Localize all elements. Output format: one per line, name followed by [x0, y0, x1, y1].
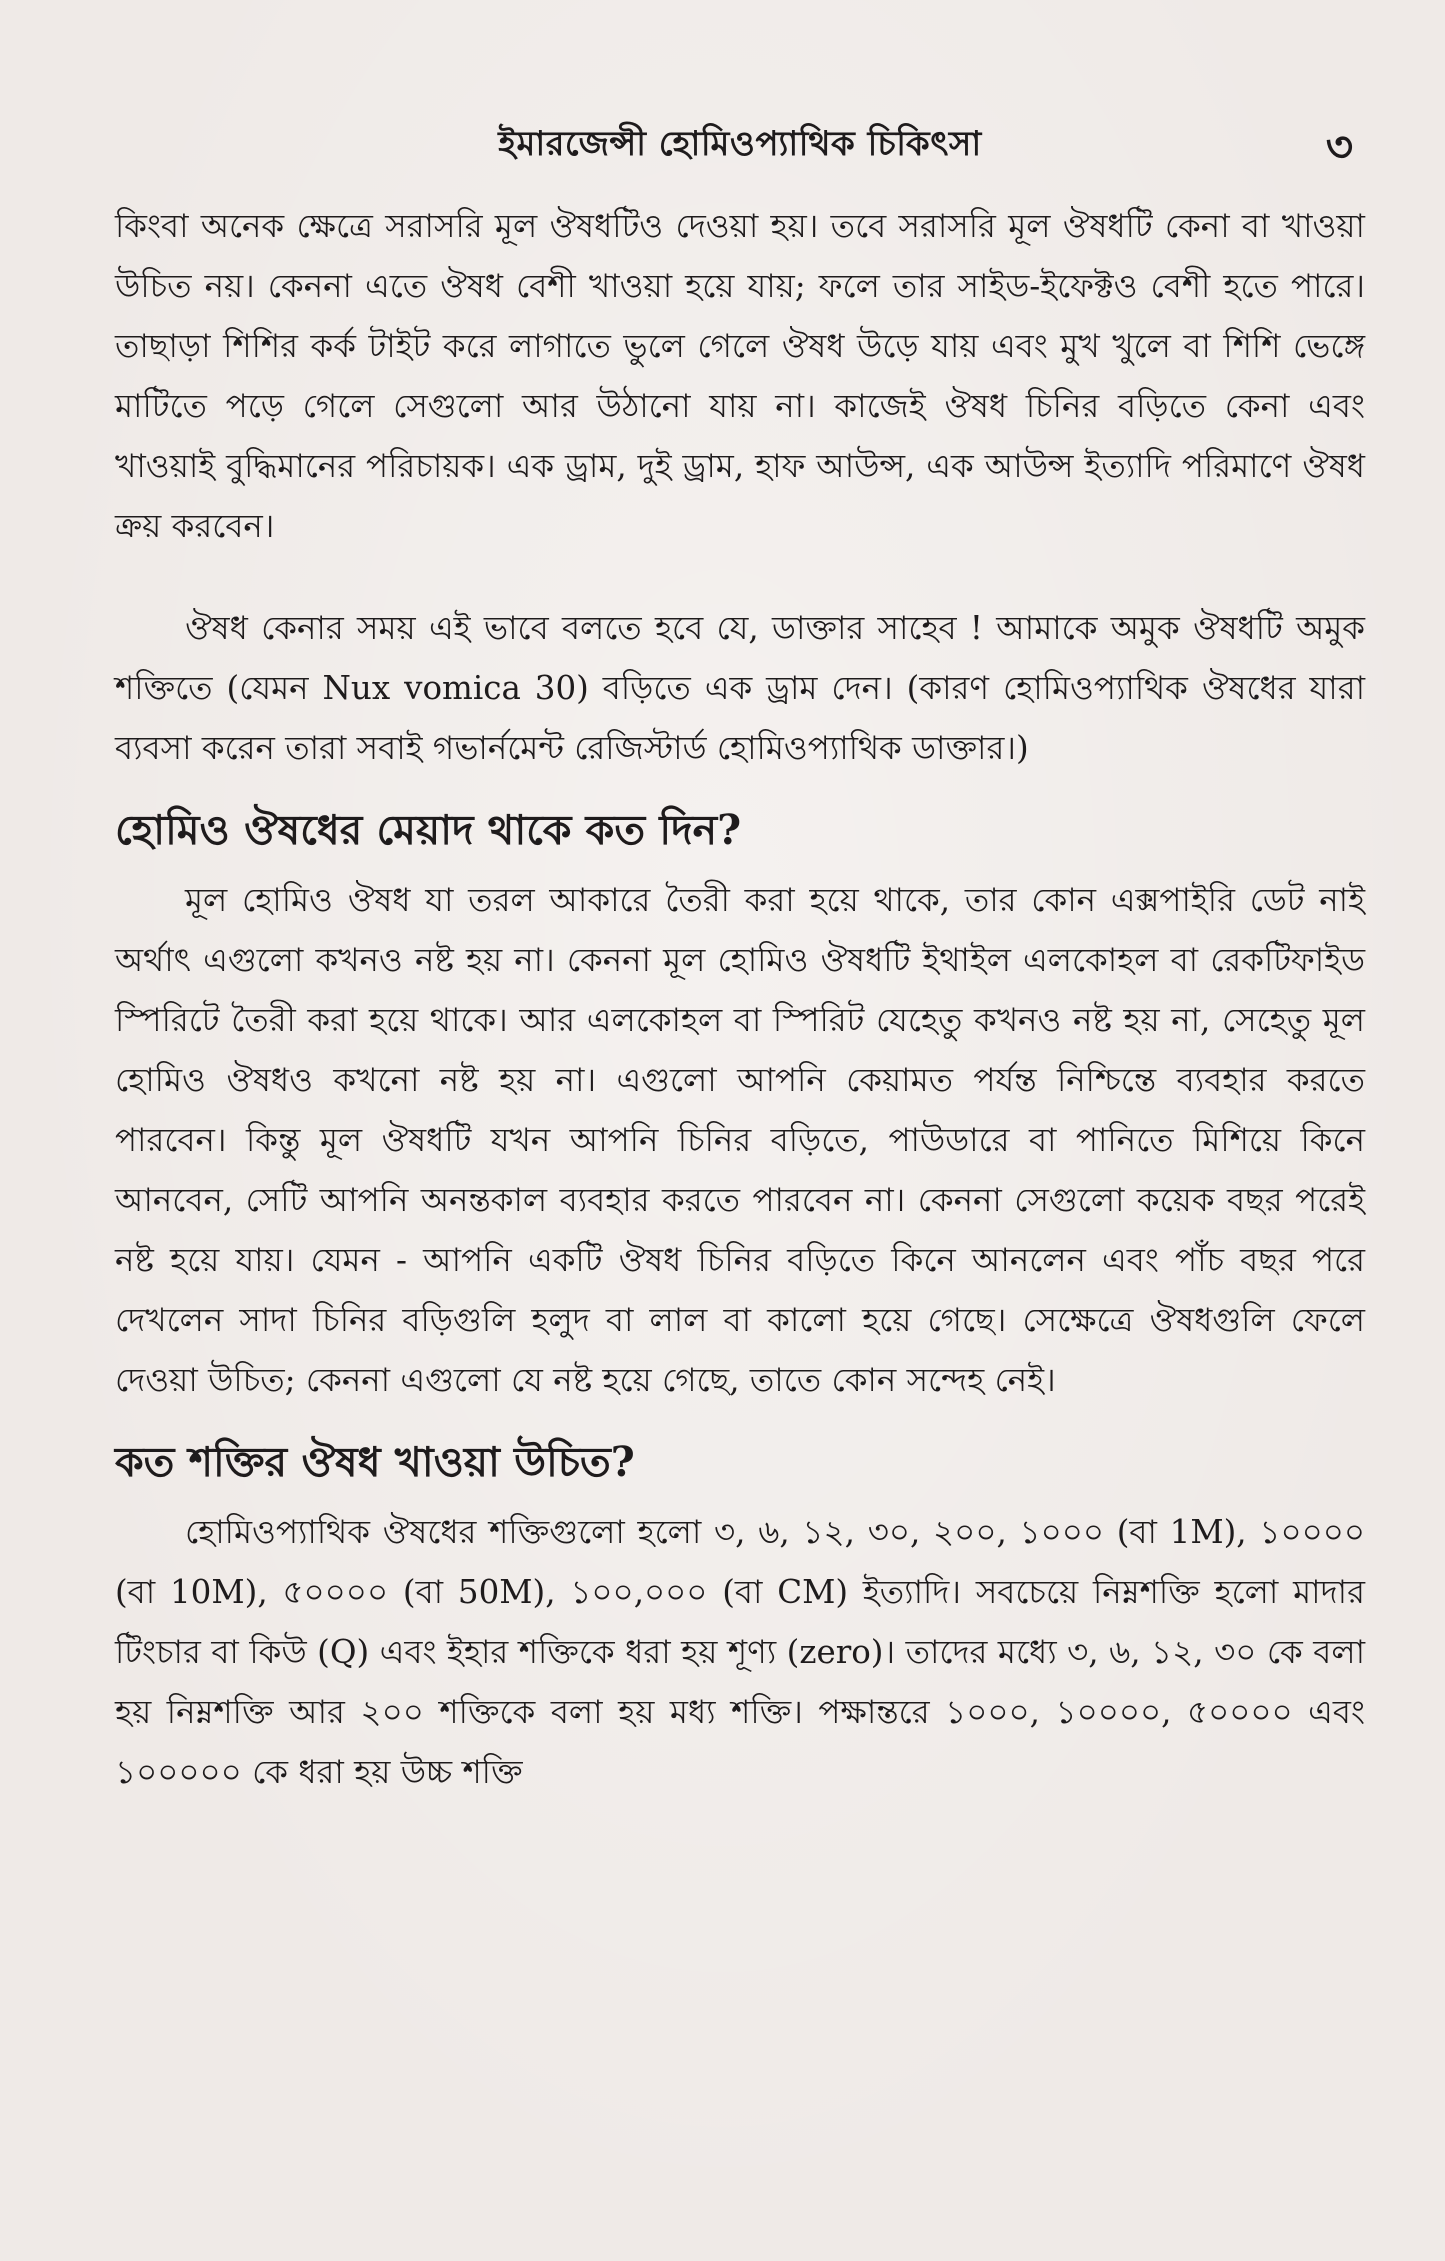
section-heading-expiry: হোমিও ঔষধের মেয়াদ থাকে কত দিন?: [115, 806, 742, 854]
paragraph-gap: [115, 556, 1365, 598]
page-body: [115, 196, 1365, 1802]
page-header: [115, 118, 1365, 178]
section-heading-potency: কত শক্তির ঔষধ খাওয়া উচিত?: [115, 1438, 635, 1486]
paragraph-expiry: মূল হোমিও ঔষধ যা তরল আকারে তৈরী করা হয়ে থাকে, তার কোন এক্সপাইরি ডেট নাই অর্থাৎ এগুলো কখনও নষ্ট হয় না। কেননা মূল হোমিও ঔষধটি ইথাইল এলকোহল বা রেকটিফাইড স্পিরিটে তৈরী করা হয়ে থাকে। আর এলকোহল বা স্পিরিট যেহেতু কখনও নষ্ট হয় না, সেহেতু মূল হোমিও ঔষধও কখনো নষ্ট হয় না। এগুলো আপনি কেয়ামত পর্যন্ত নিশ্চিন্তে ব্যবহার করতে পারবেন। কিন্তু মূল ঔষধটি যখন আপনি চিনির বড়িতে, পাউডারে বা পানিতে মিশিয়ে কিনে আনবেন, সেটি আপনি অনন্তকাল ব্যবহার করতে পারবেন না। কেননা সেগুলো কয়েক বছর পরেই নষ্ট হয়ে যায়। যেমন - আপনি একটি ঔষধ চিনির বড়িতে কিনে আনলেন এবং পাঁচ বছর পরে দেখলেন সাদা চিনির বড়িগুলি হলুদ বা লাল বা কালো হয়ে গেছে। সেক্ষেত্রে ঔষধগুলি ফেলে দেওয়া উচিত; কেননা এগুলো যে নষ্ট হয়ে গেছে, তাতে কোন সন্দেহ নেই।: [115, 881, 1365, 1399]
running-title: ইমারজেন্সী হোমিওপ্যাথিক চিকিৎসা: [498, 124, 982, 164]
paragraph-buying-pills: কিংবা অনেক ক্ষেত্রে সরাসরি মূল ঔষধটিও দেওয়া হয়। তবে সরাসরি মূল ঔষধটি কেনা বা খাওয়া উচিত নয়। কেননা এতে ঔষধ বেশী খাওয়া হয়ে যায়; ফলে তার সাইড-ইফেক্টও বেশী হতে পারে। তাছাড়া শিশির কর্ক টাইট করে লাগাতে ভুলে গেলে ঔষধ উড়ে যায় এবং মুখ খুলে বা শিশি ভেঙ্গে মাটিতে পড়ে গেলে সেগুলো আর উঠানো যায় না। কাজেই ঔষধ চিনির বড়িতে কেনা এবং খাওয়াই বুদ্ধিমানের পরিচায়ক। এক ড্রাম, দুই ড্রাম, হাফ আউন্স, এক আউন্স ইত্যাদি পরিমাণে ঔষধ ক্রয় করবেন।: [115, 207, 1365, 545]
paragraph-how-to-ask: ঔষধ কেনার সময় এই ভাবে বলতে হবে যে, ডাক্তার সাহেব ! আমাকে অমুক ঔষধটি অমুক শক্তিতে (যেমন Nux vomica 30) বড়িতে এক ড্রাম দেন। (কারণ হোমিওপ্যাথিক ঔষধের যারা ব্যবসা করেন তারা সবাই গভার্নমেন্ট রেজিস্টার্ড হোমিওপ্যাথিক ডাক্তার।): [115, 609, 1365, 767]
page-number: ৩: [1325, 122, 1353, 171]
paragraph-potency: হোমিওপ্যাথিক ঔষধের শক্তিগুলো হলো ৩, ৬, ১২, ৩০, ২০০, ১০০০ (বা 1M), ১০০০০ (বা 10M), ৫০০০০ (বা 50M), ১০০,০০০ (বা CM) ইত্যাদি। সবচেয়ে নিম্নশক্তি হলো মাদার টিংচার বা কিউ (Q) এবং ইহার শক্তিকে ধরা হয় শূণ্য (zero)। তাদের মধ্যে ৩, ৬, ১২, ৩০ কে বলা হয় নিম্নশক্তি আর ২০০ শক্তিকে বলা হয় মধ্য শক্তি। পক্ষান্তরে ১০০০, ১০০০০, ৫০০০০ এবং ১০০০০০ কে ধরা হয় উচ্চ শক্তি: [115, 1513, 1365, 1791]
